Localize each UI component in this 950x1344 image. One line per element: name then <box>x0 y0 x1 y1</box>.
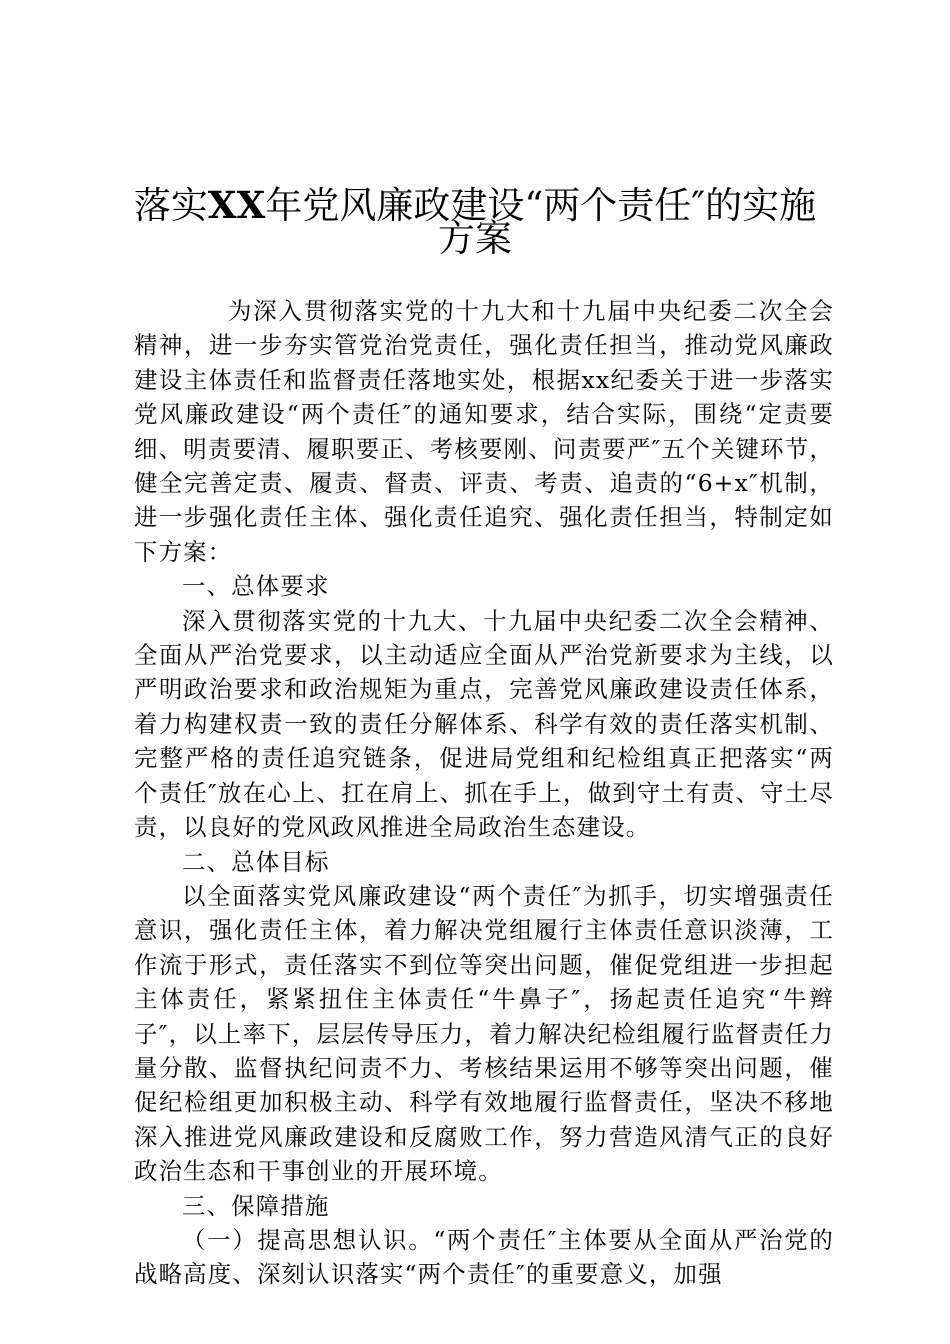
section2-paragraph: 以全面落实党风廉政建设“两个责任″为抓手，切实增强责任意识，强化责任主体，着力解决党组履行主体责任意识淡薄，工作流于形式，责任落实不到位等突出问题，催促党组进一步担起主体责任，紧紧扭住主体责任“牛鼻子″，扬起责任追究“牛辫子″，以上率下，层层传导压力，着力解决纪检组履行监督责任力量分散、监督执纪问责不力、考核结果运用不够等突出问题，催促纪检组更加积极主动、科学有效地履行监督责任，坚决不移地深入推进党风廉政建设和反腐败工作，努力营造风清气正的良好政治生态和干事创业的开展环境。 <box>134 881 834 1186</box>
section1-paragraph: 深入贯彻落实党的十九大、十九届中央纪委二次全会精神、全面从严治党要求，以主动适应全面从严治党新要求为主线，以严明政治要求和政治规矩为重点，完善党风廉政建设责任体系，着力构建权责一致的责任分解体系、科学有效的责任落实机制、完整严格的责任追究链条，促进局党组和纪检组真正把落实“两个责任″放在心上、扛在肩上、抓在手上，做到守土有责、守土尽责，以良好的党风政风推进全局政治生态建设。 <box>134 606 834 842</box>
title-text-b: XX <box>207 183 266 227</box>
title-text-c: 年党风廉政建设“两个责任″的实施 <box>265 184 817 227</box>
section3-heading: 三、保障措施 <box>182 1191 330 1220</box>
section2-heading: 二、总体目标 <box>182 847 330 876</box>
document-body <box>134 294 834 1292</box>
section1-heading: 一、总体要求 <box>182 572 330 601</box>
section3-item1-paragraph: （一）提高思想认识。“两个责任″主体要从全面从严治党的战略高度、深刻认识落实“两个责任″的重要意义，加强 <box>134 1225 834 1289</box>
document-title-line2: 方案 <box>438 217 512 260</box>
intro-paragraph: 为深入贯彻落实党的十九大和十九届中央纪委二次全会精神，进一步夯实管党治党责任，强化责任担当，推动党风廉政建设主体责任和监督责任落地实处，根据xx纪委关于进一步落实党风廉政建设“两个责任″的通知要求，结合实际，围绕“定责要细、明责要清、履职要正、考核要刚、问责要严″五个关键环节，健全完善定责、履责、督责、评责、考责、追责的“6+x″机制，进一步强化责任主体、强化责任追究、强化责任担当，特制定如下方案： <box>134 297 834 566</box>
title-text-a: 落实 <box>133 184 208 227</box>
